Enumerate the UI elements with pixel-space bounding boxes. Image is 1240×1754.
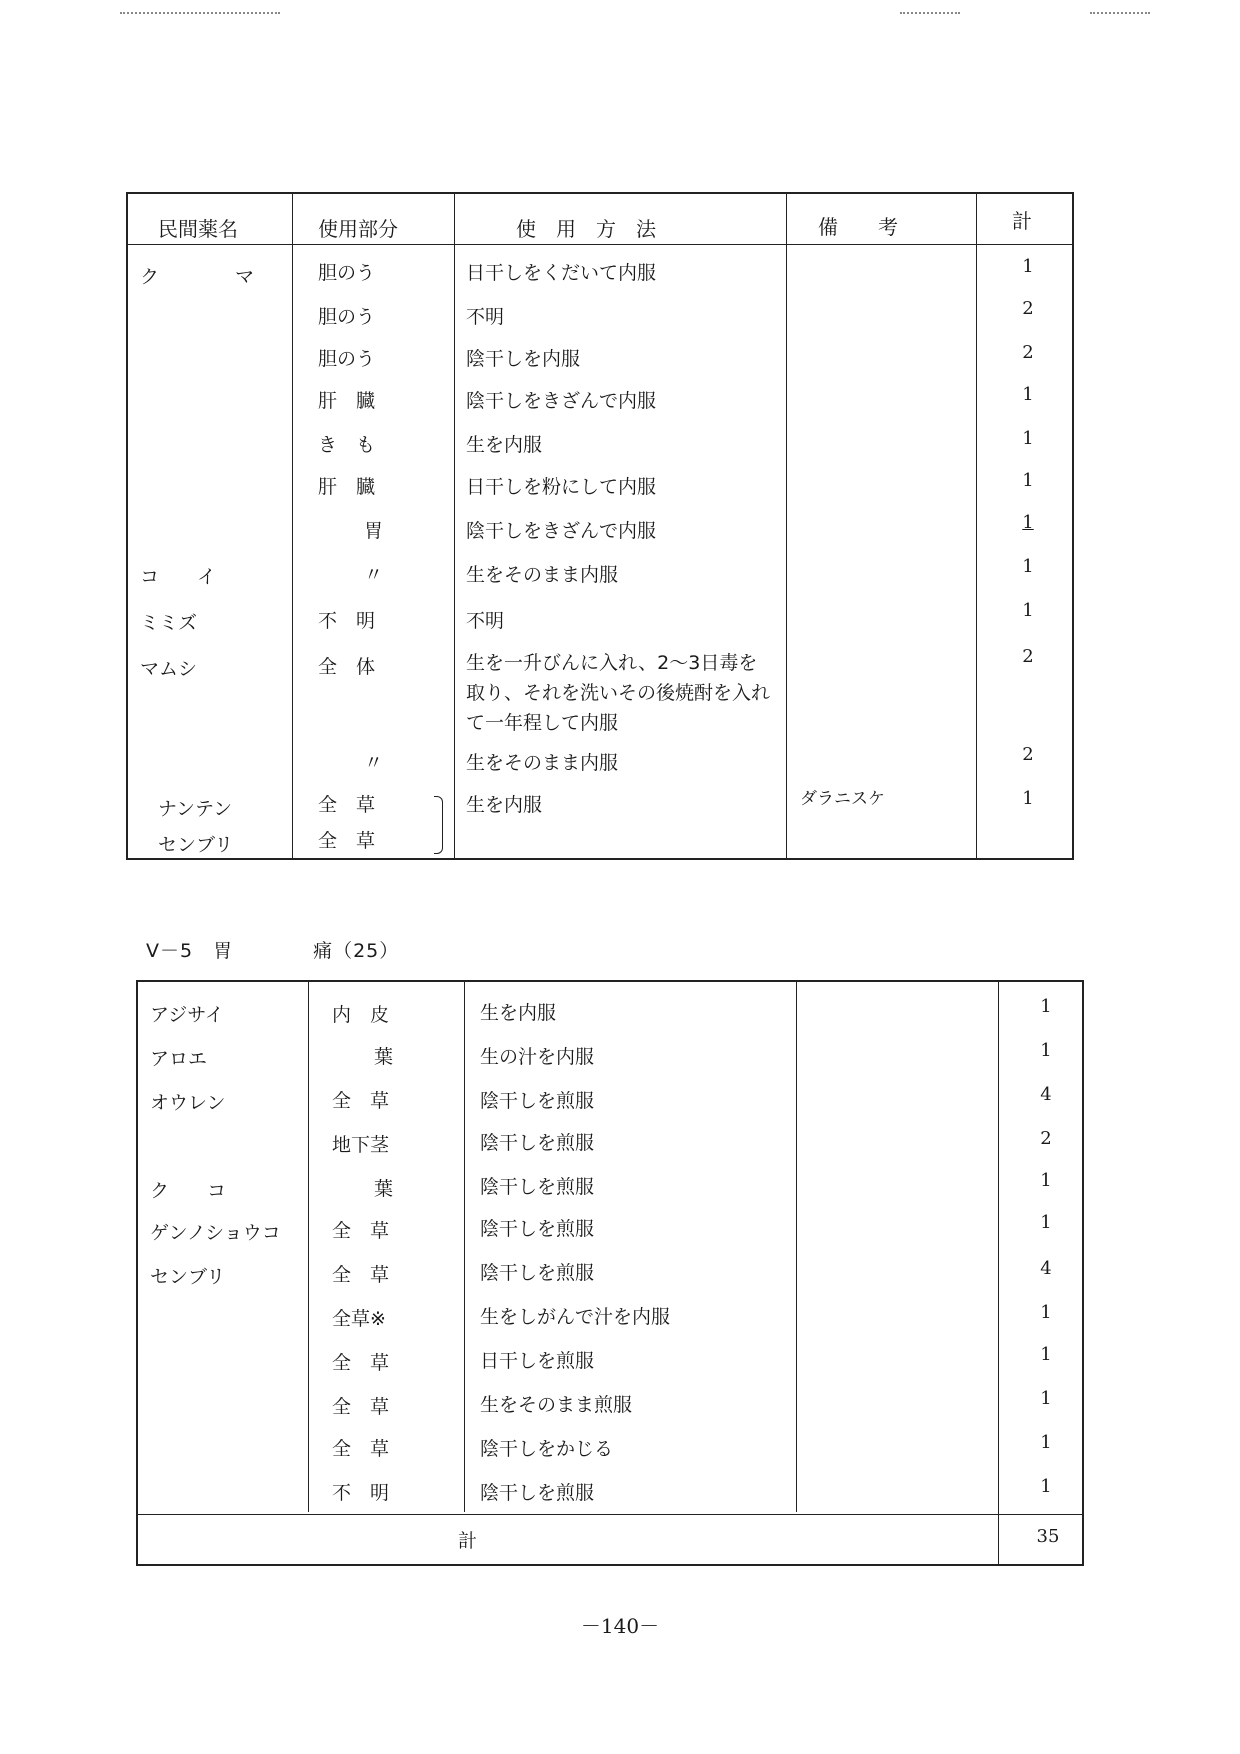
table-row: 全 草 bbox=[332, 1396, 390, 1418]
scan-noise bbox=[1090, 12, 1150, 16]
table-row: 生を内服 bbox=[466, 434, 543, 456]
table-row: 陰干しを内服 bbox=[466, 348, 581, 370]
table-row: ダラニスケ bbox=[800, 789, 885, 809]
table-row: 全 草 bbox=[332, 1438, 390, 1460]
table-row: 1 bbox=[1022, 788, 1034, 809]
table-row: 胆のう bbox=[318, 306, 376, 328]
header-name: 民間薬名 bbox=[158, 217, 238, 241]
table-row: センブリ bbox=[158, 834, 234, 856]
table-row: 不 明 bbox=[332, 1482, 390, 1504]
table-row: 1 bbox=[1040, 1388, 1052, 1409]
table-row: 胆のう bbox=[318, 348, 376, 370]
table-row: 生をそのまま内服 bbox=[466, 564, 619, 586]
table-row: 生をしがんで汁を内服 bbox=[480, 1306, 671, 1328]
table-row: き も bbox=[318, 434, 376, 456]
header-note: 備 考 bbox=[818, 215, 898, 239]
table-row: 1 bbox=[1040, 996, 1052, 1017]
table-row: 陰干しを煎服 bbox=[480, 1262, 595, 1284]
table-row: 陰干しをかじる bbox=[480, 1438, 614, 1460]
table-row: 日干しを煎服 bbox=[480, 1350, 595, 1372]
table-row: 1 bbox=[1040, 1040, 1052, 1061]
table-row: 2 bbox=[1022, 744, 1034, 765]
header-method: 使 用 方 法 bbox=[516, 217, 656, 241]
table-row: ナンテン bbox=[158, 798, 233, 820]
table-row: 1 bbox=[1040, 1302, 1052, 1323]
table-row: 地下茎 bbox=[332, 1134, 390, 1156]
table-row: 全草※ bbox=[332, 1308, 386, 1330]
table-row: オウレン bbox=[150, 1092, 226, 1114]
table-row: 生をそのまま内服 bbox=[466, 752, 619, 774]
table-row: 生をそのまま煎服 bbox=[480, 1394, 633, 1416]
table-row: 1 bbox=[1022, 256, 1034, 277]
table-row: ク コ bbox=[150, 1180, 227, 1202]
scan-noise bbox=[900, 12, 960, 16]
table-row: 〃 bbox=[364, 564, 384, 586]
table-row: ミミズ bbox=[140, 612, 198, 634]
table-row: コ イ bbox=[140, 566, 217, 588]
table-row: 陰干しをきざんで内服 bbox=[466, 520, 657, 542]
total-value: 35 bbox=[1036, 1526, 1060, 1547]
table-row: 葉 bbox=[374, 1178, 394, 1200]
table-row: 陰干しを煎服 bbox=[480, 1176, 595, 1198]
page-number: －140－ bbox=[580, 1614, 660, 1638]
table-row: 1 bbox=[1040, 1212, 1052, 1233]
table-row: 1 bbox=[1040, 1170, 1052, 1191]
table-row: ク マ bbox=[140, 266, 255, 288]
grouping-brace bbox=[434, 796, 443, 854]
table-row: 1 bbox=[1022, 512, 1034, 533]
section-title: V－5 胃 痛（25） bbox=[146, 940, 400, 962]
header-part: 使用部分 bbox=[318, 217, 398, 241]
table-row: 1 bbox=[1022, 600, 1034, 621]
table-1 bbox=[126, 192, 1074, 860]
table-row: 2 bbox=[1040, 1128, 1052, 1149]
table-row: 1 bbox=[1040, 1344, 1052, 1365]
table-row: 1 bbox=[1022, 470, 1034, 491]
table-row: 不明 bbox=[466, 306, 505, 328]
table-row: 4 bbox=[1040, 1084, 1052, 1105]
table-row: 日干しを粉にして内服 bbox=[466, 476, 657, 498]
table-row: 1 bbox=[1022, 428, 1034, 449]
table-row: 2 bbox=[1022, 342, 1034, 363]
table-row: 1 bbox=[1040, 1432, 1052, 1453]
table-row: 不 明 bbox=[318, 610, 376, 632]
table-row: 日干しをくだいて内服 bbox=[466, 262, 657, 284]
table-row: 胃 bbox=[364, 520, 384, 542]
table-row: 全 草 bbox=[318, 794, 376, 816]
table-row: 陰干しを煎服 bbox=[480, 1218, 595, 1240]
table-row: 1 bbox=[1040, 1476, 1052, 1497]
table-row: 全 草 bbox=[332, 1352, 390, 1374]
table-2 bbox=[136, 980, 1084, 1566]
table-row: 肝 臓 bbox=[318, 476, 376, 498]
table-row: 2 bbox=[1022, 298, 1034, 319]
table-row: マムシ bbox=[140, 658, 198, 680]
scan-noise bbox=[120, 12, 280, 16]
table-row: 陰干しを煎服 bbox=[480, 1132, 595, 1154]
table-row: 4 bbox=[1040, 1258, 1052, 1279]
table-row: 全 草 bbox=[332, 1264, 390, 1286]
table-row: 生の汁を内服 bbox=[480, 1046, 595, 1068]
table-row: 葉 bbox=[374, 1046, 394, 1068]
table-row: ゲンノショウコ bbox=[150, 1222, 281, 1244]
table-row: 陰干しを煎服 bbox=[480, 1482, 595, 1504]
header-count: 計 bbox=[1012, 209, 1032, 233]
table-row: 生を一升びんに入れ、2～3日毒を取り、それを洗いその後焼酎を入れて一年程して内服 bbox=[466, 652, 771, 734]
table-row: 1 bbox=[1022, 556, 1034, 577]
table-row: 陰干しをきざんで内服 bbox=[466, 390, 657, 412]
table-row: アジサイ bbox=[150, 1004, 224, 1026]
table-row: 肝 臓 bbox=[318, 390, 376, 412]
table-row: 2 bbox=[1022, 646, 1034, 667]
table-row: 全 草 bbox=[332, 1090, 390, 1112]
table-row: 不明 bbox=[466, 610, 505, 632]
table-row: 生を内服 bbox=[480, 1002, 557, 1024]
total-label: 計 bbox=[458, 1530, 478, 1552]
table-row: 内 皮 bbox=[332, 1004, 390, 1026]
table-row: 全 草 bbox=[332, 1220, 390, 1242]
table-row: 全 草 bbox=[318, 830, 376, 852]
table-row: 1 bbox=[1022, 384, 1034, 405]
table-row: 生を内服 bbox=[466, 794, 543, 816]
table-row: 全 体 bbox=[318, 656, 376, 678]
table-row: 陰干しを煎服 bbox=[480, 1090, 595, 1112]
table-row: 〃 bbox=[364, 752, 384, 774]
table-row: 胆のう bbox=[318, 262, 376, 284]
table-row: アロエ bbox=[150, 1048, 208, 1070]
table-row: センブリ bbox=[150, 1266, 226, 1288]
